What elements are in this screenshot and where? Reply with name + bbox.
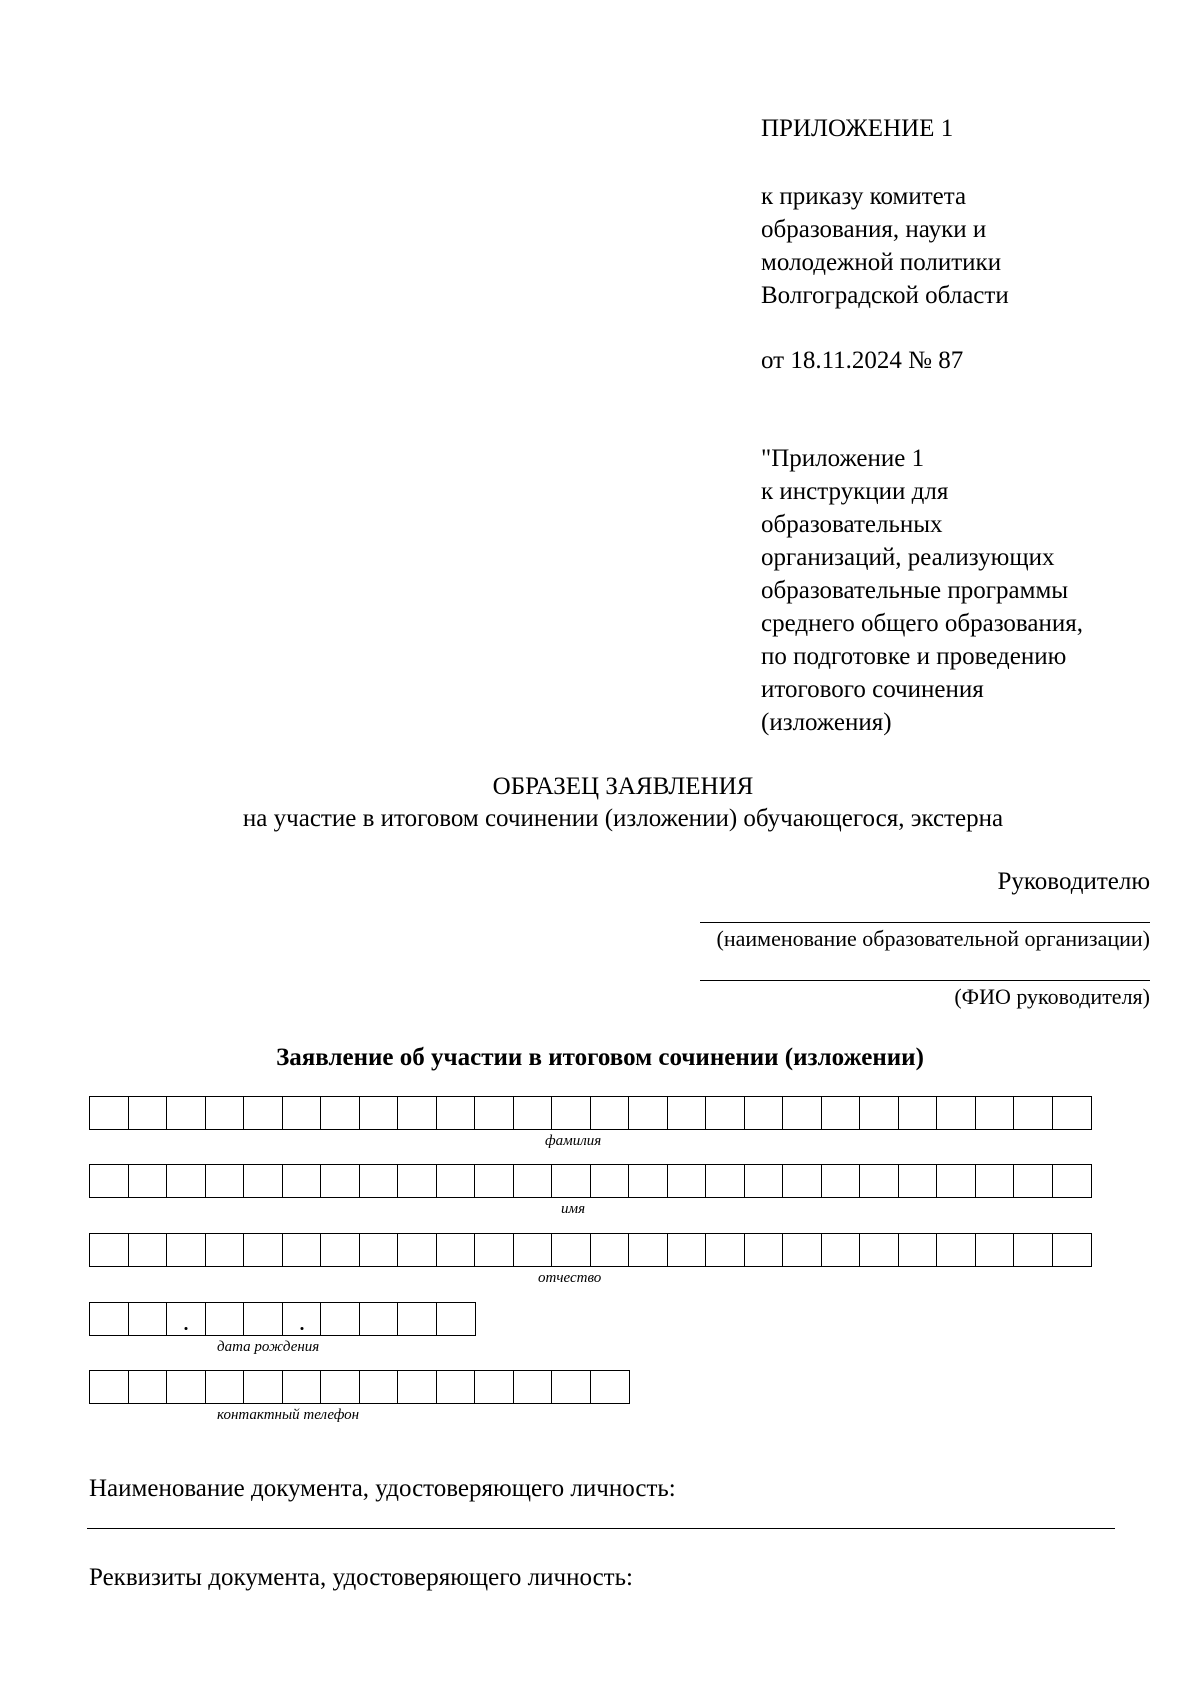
input-cell[interactable] [744,1164,784,1198]
input-cell[interactable] [821,1164,861,1198]
input-cell[interactable] [936,1233,976,1267]
input-cell[interactable] [359,1164,399,1198]
input-cell[interactable] [551,1164,591,1198]
order-line: Волгоградской области [761,282,1009,309]
input-cell[interactable] [667,1233,707,1267]
input-cell[interactable] [590,1233,630,1267]
birth-date-cells[interactable] [89,1302,476,1336]
input-cell[interactable] [859,1164,899,1198]
input-cell[interactable] [89,1233,129,1267]
input-cell[interactable] [474,1096,514,1130]
org-name-caption: (наименование образовательной организации) [716,926,1150,951]
input-cell[interactable] [1013,1096,1053,1130]
first-name-cells[interactable] [89,1164,1092,1198]
input-cell[interactable] [474,1164,514,1198]
input-cell[interactable] [474,1370,514,1404]
input-cell[interactable] [628,1233,668,1267]
input-cell[interactable] [166,1370,206,1404]
input-cell[interactable] [513,1096,553,1130]
surname-cells[interactable] [89,1096,1092,1130]
input-cell[interactable] [667,1096,707,1130]
input-cell[interactable] [782,1164,822,1198]
input-cell[interactable] [359,1096,399,1130]
first-name-caption: имя [561,1201,586,1217]
org-name-line[interactable] [700,922,1150,923]
input-cell[interactable] [128,1302,168,1336]
patronymic-cells[interactable] [89,1233,1092,1267]
order-date: от 18.11.2024 № 87 [761,347,964,374]
input-cell[interactable] [975,1233,1015,1267]
input-cell[interactable] [628,1096,668,1130]
input-cell[interactable] [936,1164,976,1198]
id-document-name-label: Наименование документа, удостоверяющего личность: [89,1475,676,1502]
input-cell[interactable] [320,1164,360,1198]
input-cell[interactable] [628,1164,668,1198]
input-cell[interactable] [513,1370,553,1404]
input-cell[interactable] [397,1302,437,1336]
document-title: ОБРАЗЕЦ ЗАЯВЛЕНИЯ [492,773,754,800]
input-cell[interactable] [89,1302,129,1336]
birth-date-caption: дата рождения [217,1339,320,1355]
input-cell[interactable] [243,1164,283,1198]
input-cell[interactable] [397,1233,437,1267]
input-cell[interactable] [705,1233,745,1267]
instruction-line: по подготовке и проведению [761,643,1067,670]
input-cell[interactable] [1052,1233,1092,1267]
input-cell[interactable] [205,1164,245,1198]
input-cell[interactable] [1052,1164,1092,1198]
input-cell[interactable] [551,1096,591,1130]
input-cell[interactable] [513,1233,553,1267]
input-cell[interactable] [1052,1096,1092,1130]
appendix-title: ПРИЛОЖЕНИЕ 1 [761,115,954,142]
input-cell[interactable] [205,1302,245,1336]
input-cell[interactable] [205,1370,245,1404]
input-cell[interactable] [782,1233,822,1267]
input-cell[interactable] [744,1096,784,1130]
input-cell[interactable] [898,1233,938,1267]
input-cell[interactable] [436,1302,476,1336]
instruction-line: среднего общего образования, [761,610,1084,637]
input-cell[interactable] [590,1164,630,1198]
instruction-line: к инструкции для [761,478,949,505]
input-cell[interactable] [397,1370,437,1404]
input-cell[interactable] [513,1164,553,1198]
input-cell[interactable] [551,1370,591,1404]
input-cell[interactable] [898,1096,938,1130]
input-cell[interactable] [89,1096,129,1130]
form-heading: Заявление об участии в итоговом сочинении (изложении) [276,1044,924,1071]
input-cell[interactable] [282,1164,322,1198]
input-cell[interactable] [975,1164,1015,1198]
input-cell[interactable] [436,1096,476,1130]
input-cell[interactable] [705,1164,745,1198]
input-cell[interactable] [782,1096,822,1130]
input-cell[interactable] [205,1096,245,1130]
id-document-details-label: Реквизиты документа, удостоверяющего личность: [89,1564,633,1591]
input-cell[interactable] [898,1164,938,1198]
input-cell[interactable] [397,1164,437,1198]
input-cell[interactable] [936,1096,976,1130]
addressee-label: Руководителю [997,868,1150,895]
input-cell[interactable] [1013,1233,1053,1267]
order-line: образования, науки и [761,216,987,243]
input-cell[interactable] [705,1096,745,1130]
input-cell[interactable] [1013,1164,1053,1198]
input-cell[interactable] [128,1164,168,1198]
document-subtitle: на участие в итоговом сочинении (изложении) обучающегося, экстерна [242,805,1004,832]
input-cell[interactable] [359,1233,399,1267]
input-cell[interactable] [320,1233,360,1267]
head-name-caption: (ФИО руководителя) [954,984,1150,1009]
input-cell[interactable] [436,1370,476,1404]
date-separator-dot [300,1327,303,1330]
input-cell[interactable] [667,1164,707,1198]
head-name-line[interactable] [700,980,1150,981]
input-cell[interactable] [359,1370,399,1404]
input-cell[interactable] [89,1164,129,1198]
input-cell[interactable] [744,1233,784,1267]
surname-caption: фамилия [545,1133,602,1149]
input-cell[interactable] [590,1370,630,1404]
input-cell[interactable] [590,1096,630,1130]
input-cell[interactable] [436,1164,476,1198]
input-cell[interactable] [397,1096,437,1130]
input-cell[interactable] [205,1233,245,1267]
patronymic-caption: отчество [538,1270,602,1286]
input-cell[interactable] [821,1233,861,1267]
input-cell[interactable] [243,1370,283,1404]
input-cell[interactable] [320,1096,360,1130]
id-document-name-line[interactable] [87,1528,1115,1529]
phone-caption: контактный телефон [217,1407,360,1423]
input-cell[interactable] [166,1164,206,1198]
input-cell[interactable] [166,1096,206,1130]
input-cell[interactable] [89,1370,129,1404]
instruction-line: образовательных [761,511,943,538]
input-cell[interactable] [320,1302,360,1336]
instruction-line: (изложения) [761,709,892,736]
date-separator-dot [185,1327,188,1330]
input-cell[interactable] [243,1302,283,1336]
input-cell[interactable] [128,1233,168,1267]
input-cell[interactable] [128,1370,168,1404]
order-reference [761,180,1009,312]
instruction-line: итогового сочинения [761,676,984,703]
order-line: молодежной политики [761,249,1002,276]
instruction-line: организаций, реализующих [761,544,1055,571]
input-cell[interactable] [821,1096,861,1130]
instruction-line: образовательные программы [761,577,1069,604]
input-cell[interactable] [243,1233,283,1267]
input-cell[interactable] [282,1096,322,1130]
input-cell[interactable] [436,1233,476,1267]
instruction-reference [761,442,1083,739]
input-cell[interactable] [128,1096,168,1130]
input-cell[interactable] [243,1096,283,1130]
input-cell[interactable] [282,1370,322,1404]
instruction-line: "Приложение 1 [761,445,925,472]
input-cell[interactable] [282,1233,322,1267]
input-cell[interactable] [166,1302,206,1336]
phone-cells[interactable] [89,1370,630,1404]
input-cell[interactable] [551,1233,591,1267]
input-cell[interactable] [282,1302,322,1336]
input-cell[interactable] [859,1096,899,1130]
input-cell[interactable] [975,1096,1015,1130]
input-cell[interactable] [859,1233,899,1267]
input-cell[interactable] [474,1233,514,1267]
order-line: к приказу комитета [761,183,967,210]
input-cell[interactable] [320,1370,360,1404]
input-cell[interactable] [166,1233,206,1267]
input-cell[interactable] [359,1302,399,1336]
